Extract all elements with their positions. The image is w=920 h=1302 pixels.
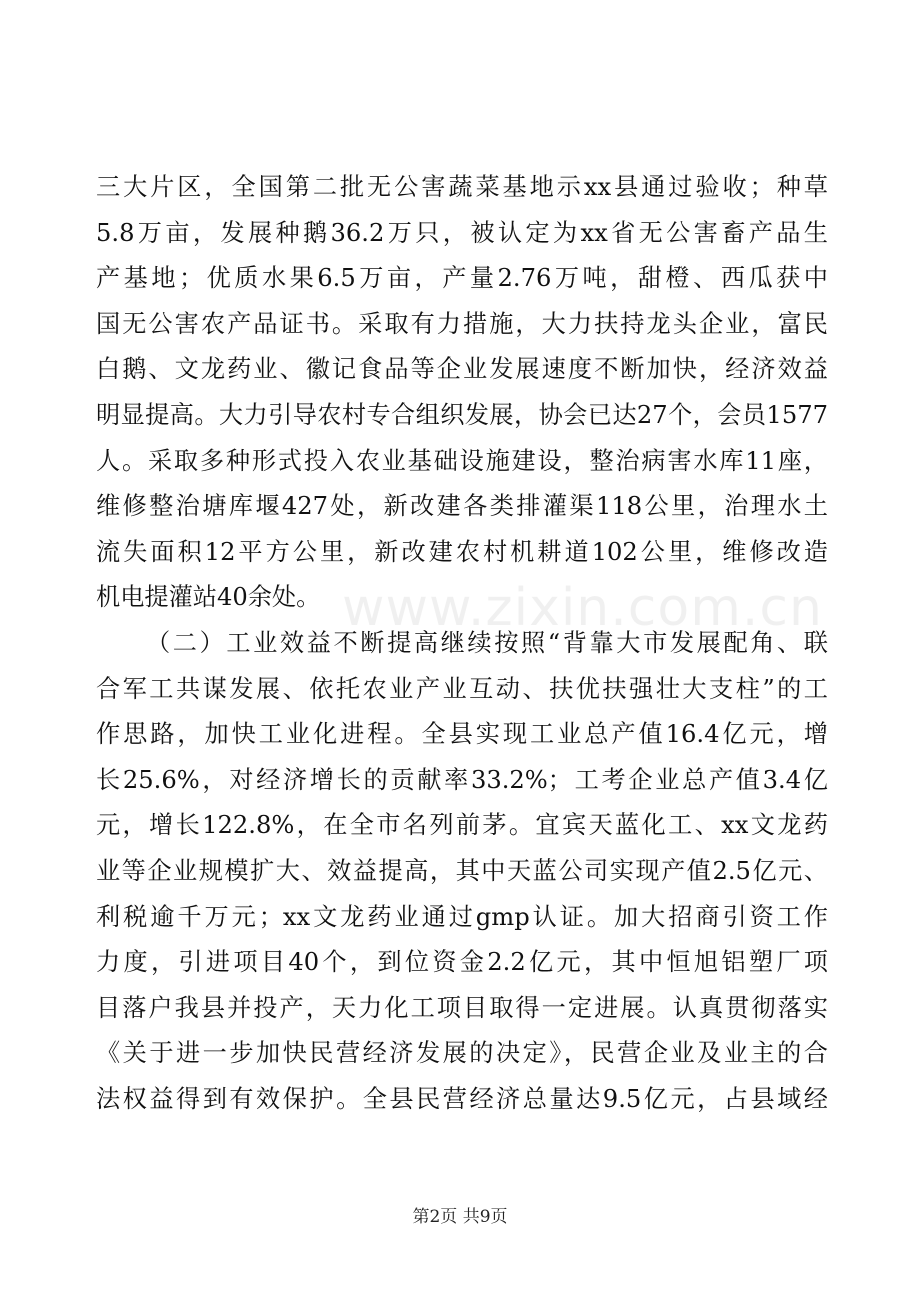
text-line: 作思路，加快工业化进程。全县实现工业总产值16.4亿元，增 xyxy=(96,720,828,749)
text-line: 产基地；优质水果6.5万亩，产量2.76万吨，甜橙、西瓜获中 xyxy=(96,264,828,293)
document-body xyxy=(96,165,828,1122)
text-line: 利税逾千万元；xx文龙药业通过gmp认证。加大招商引资工作 xyxy=(96,902,828,931)
text-line: 维修整治塘库堰427处，新改建各类排灌渠118公里，治理水土 xyxy=(96,492,828,521)
text-line: 业等企业规模扩大、效益提高，其中天蓝公司实现产值2.5亿元、 xyxy=(96,856,828,885)
watermark: www.zixin.com.cn xyxy=(342,578,823,638)
text-line: 《关于进一步加快民营经济发展的决定》，民营企业及业主的合 xyxy=(96,1039,828,1068)
text-line: 5.8万亩，发展种鹅36.2万只，被认定为xx省无公害畜产品生 xyxy=(96,218,828,247)
section-heading-line: （二）工业效益不断提高继续按照“背靠大市发展配角、联 xyxy=(146,628,828,657)
text-line: 国无公害农产品证书。采取有力措施，大力扶持龙头企业，富民 xyxy=(96,309,828,338)
text-line: 力度，引进项目40个，到位资金2.2亿元，其中恒旭铝塑厂项 xyxy=(96,948,828,977)
text-line: 白鹅、文龙药业、徽记食品等企业发展速度不断加快，经济效益 xyxy=(96,355,828,384)
text-line: 明显提高。大力引导农村专合组织发展，协会已达27个，会员1577 xyxy=(96,400,828,429)
text-line: 人。采取多种形式投入农业基础设施建设，整治病害水库11座， xyxy=(96,446,828,475)
page-number-footer: 第2页 共9页 xyxy=(412,1207,508,1227)
text-line: 合军工共谋发展、依托农业产业互动、扶优扶强壮大支柱”的工 xyxy=(96,674,828,703)
text-line: 目落户我县并投产，天力化工项目取得一定进展。认真贯彻落实 xyxy=(96,993,828,1022)
text-line: 机电提灌站40余处。 xyxy=(96,583,321,612)
text-line: 流失面积12平方公里，新改建农村机耕道102公里，维修改造 xyxy=(96,537,828,566)
text-line: 法权益得到有效保护。全县民营经济总量达9.5亿元，占县域经 xyxy=(96,1084,828,1113)
text-line: 三大片区，全国第二批无公害蔬菜基地示xx县通过验收；种草 xyxy=(96,173,828,201)
text-line: 长25.6%，对经济增长的贡献率33.2%；工考企业总产值3.4亿 xyxy=(96,765,828,794)
text-line: 元，增长122.8%，在全市名列前茅。宜宾天蓝化工、xx文龙药 xyxy=(96,811,828,840)
